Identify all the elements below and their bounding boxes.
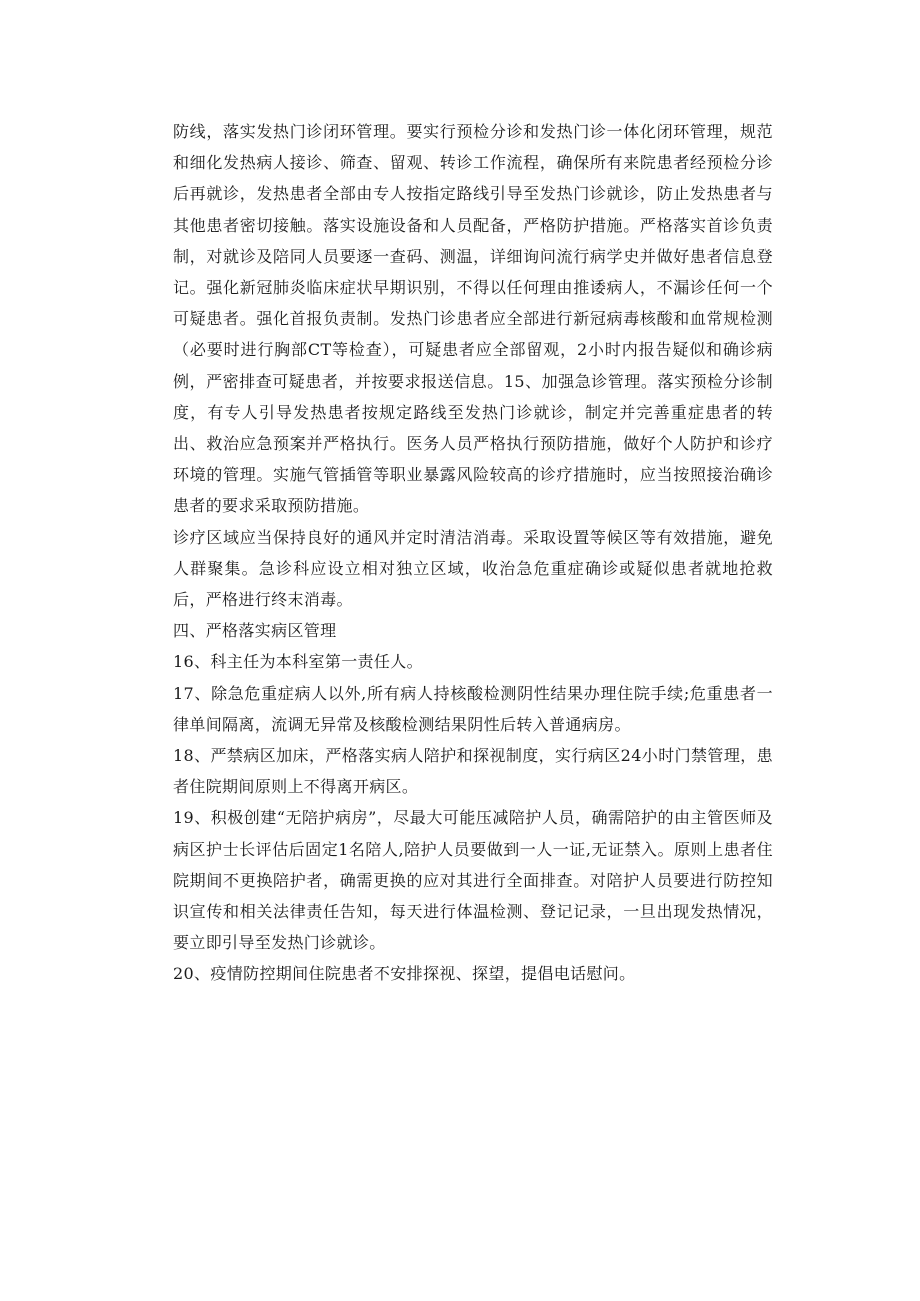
list-item-20: 20、疫情防控期间住院患者不安排探视、探望，提倡电话慰问。 <box>173 964 636 984</box>
paragraph-ventilation: 诊疗区域应当保持良好的通风并定时清洁消毒。采取设置等候区等有效措施，避免人群聚集。急诊科应设立相对独立区域，收治急危重症确诊或疑似患者就地抢救后，严格进行终末消毒。 <box>173 527 773 610</box>
list-item-18: 18、严禁病区加床，严格落实病人陪护和探视制度，实行病区24小时门禁管理，患者住院期间原则上不得离开病区。 <box>173 746 773 797</box>
section-heading: 四、严格落实病区管理 <box>173 621 337 641</box>
list-item-17: 17、除急危重症病人以外,所有病人持核酸检测阴性结果办理住院手续;危重患者一律单间隔离，流调无异常及核酸检测结果阴性后转入普通病房。 <box>173 683 773 734</box>
list-item-19: 19、积极创建“无陪护病房”，尽最大可能压减陪护人员，确需陪护的由主管医师及病区护士长评估后固定1名陪人,陪护人员要做到一人一证,无证禁入。原则上患者住院期间不更换陪护者，确需更换的应对其进行全面排查。对陪护人员要进行防控知识宣传和相关法律责任告知，每天进行体温检测、登记记录，一旦出现发热情况，要立即引导至发热门诊就诊。 <box>173 808 773 953</box>
document-page <box>173 116 773 990</box>
paragraph-fever-clinic: 防线，落实发热门诊闭环管理。要实行预检分诊和发热门诊一体化闭环管理，规范和细化发热病人接诊、筛查、留观、转诊工作流程，确保所有来院患者经预检分诊后再就诊，发热患者全部由专人按指定路线引导至发热门诊就诊，防止发热患者与其他患者密切接触。落实设施设备和人员配备，严格防护措施。严格落实首诊负责制，对就诊及陪同人员要逐一查码、测温，详细询问流行病学史并做好患者信息登记。强化新冠肺炎临床症状早期识别，不得以任何理由推诿病人，不漏诊任何一个可疑患者。强化首报负责制。发热门诊患者应全部进行新冠病毒核酸和血常规检测（必要时进行胸部CT等检查），可疑患者应全部留观，2小时内报告疑似和确诊病例，严密排查可疑患者，并按要求报送信息。15、加强急诊管理。落实预检分诊制度，有专人引导发热患者按规定路线至发热门诊就诊，制定并完善重症患者的转出、救治应急预案并严格执行。医务人员严格执行预防措施，做好个人防护和诊疗环境的管理。实施气管插管等职业暴露风险较高的诊疗措施时，应当按照接治确诊患者的要求采取预防措施。 <box>173 122 773 516</box>
list-item-16: 16、科主任为本科室第一责任人。 <box>173 652 423 672</box>
